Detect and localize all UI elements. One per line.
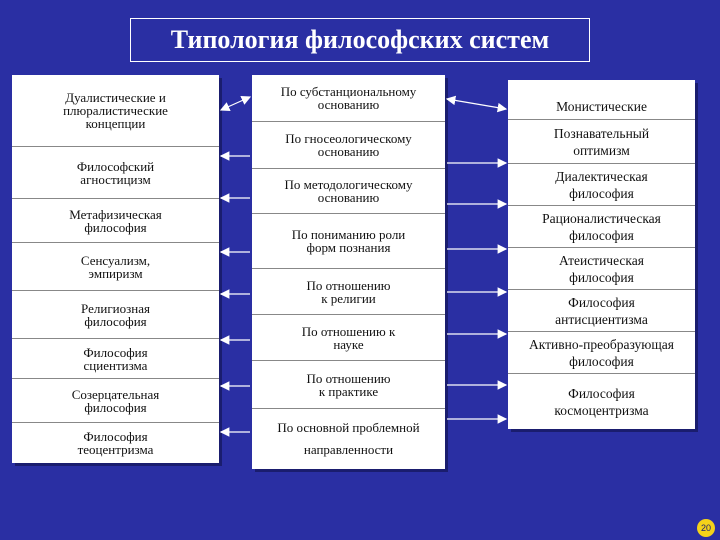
left-item: Философия теоцентризма bbox=[77, 429, 154, 457]
left-item: Метафизическая философия bbox=[12, 199, 219, 243]
left-item: Дуалистические и плюралистические концепции bbox=[12, 75, 219, 147]
right-item: Активно-преобразующая философия bbox=[508, 332, 695, 374]
right-item: Философия антисциентизма bbox=[508, 290, 695, 332]
middle-column bbox=[252, 75, 445, 469]
right-column bbox=[508, 80, 695, 429]
criterion-item: По методологическому основанию bbox=[252, 169, 445, 214]
criterion-item: По основной проблемной направленности bbox=[277, 420, 420, 457]
connector-arrow bbox=[221, 97, 250, 110]
left-column bbox=[12, 75, 219, 463]
criterion-item: По гносеологическому основанию bbox=[252, 122, 445, 169]
connector-arrow bbox=[447, 99, 506, 109]
right-item: Диалектическая философия bbox=[508, 164, 695, 206]
right-item: Философия космоцентризма bbox=[554, 385, 649, 418]
left-item: Философский агностицизм bbox=[12, 147, 219, 199]
right-item: Рационалистическая философия bbox=[508, 206, 695, 248]
left-item: Созерцательная философия bbox=[12, 379, 219, 423]
diagram-title: Типология философских систем bbox=[130, 18, 590, 62]
left-item: Религиозная философия bbox=[12, 291, 219, 339]
left-item: Философия сциентизма bbox=[12, 339, 219, 379]
criterion-item: По отношению к практике bbox=[252, 361, 445, 409]
right-item: Монистические bbox=[508, 80, 695, 120]
right-item: Познавательный оптимизм bbox=[508, 120, 695, 164]
criterion-item: По пониманию роли форм познания bbox=[252, 214, 445, 269]
left-item: Сенсуализм, эмпиризм bbox=[12, 243, 219, 291]
page-number-badge: 20 bbox=[697, 519, 715, 537]
criterion-item: По отношению к науке bbox=[252, 315, 445, 361]
criterion-item: По отношению к религии bbox=[252, 269, 445, 315]
right-item: Атеистическая философия bbox=[508, 248, 695, 290]
criterion-item: По субстанциональному основанию bbox=[252, 75, 445, 122]
